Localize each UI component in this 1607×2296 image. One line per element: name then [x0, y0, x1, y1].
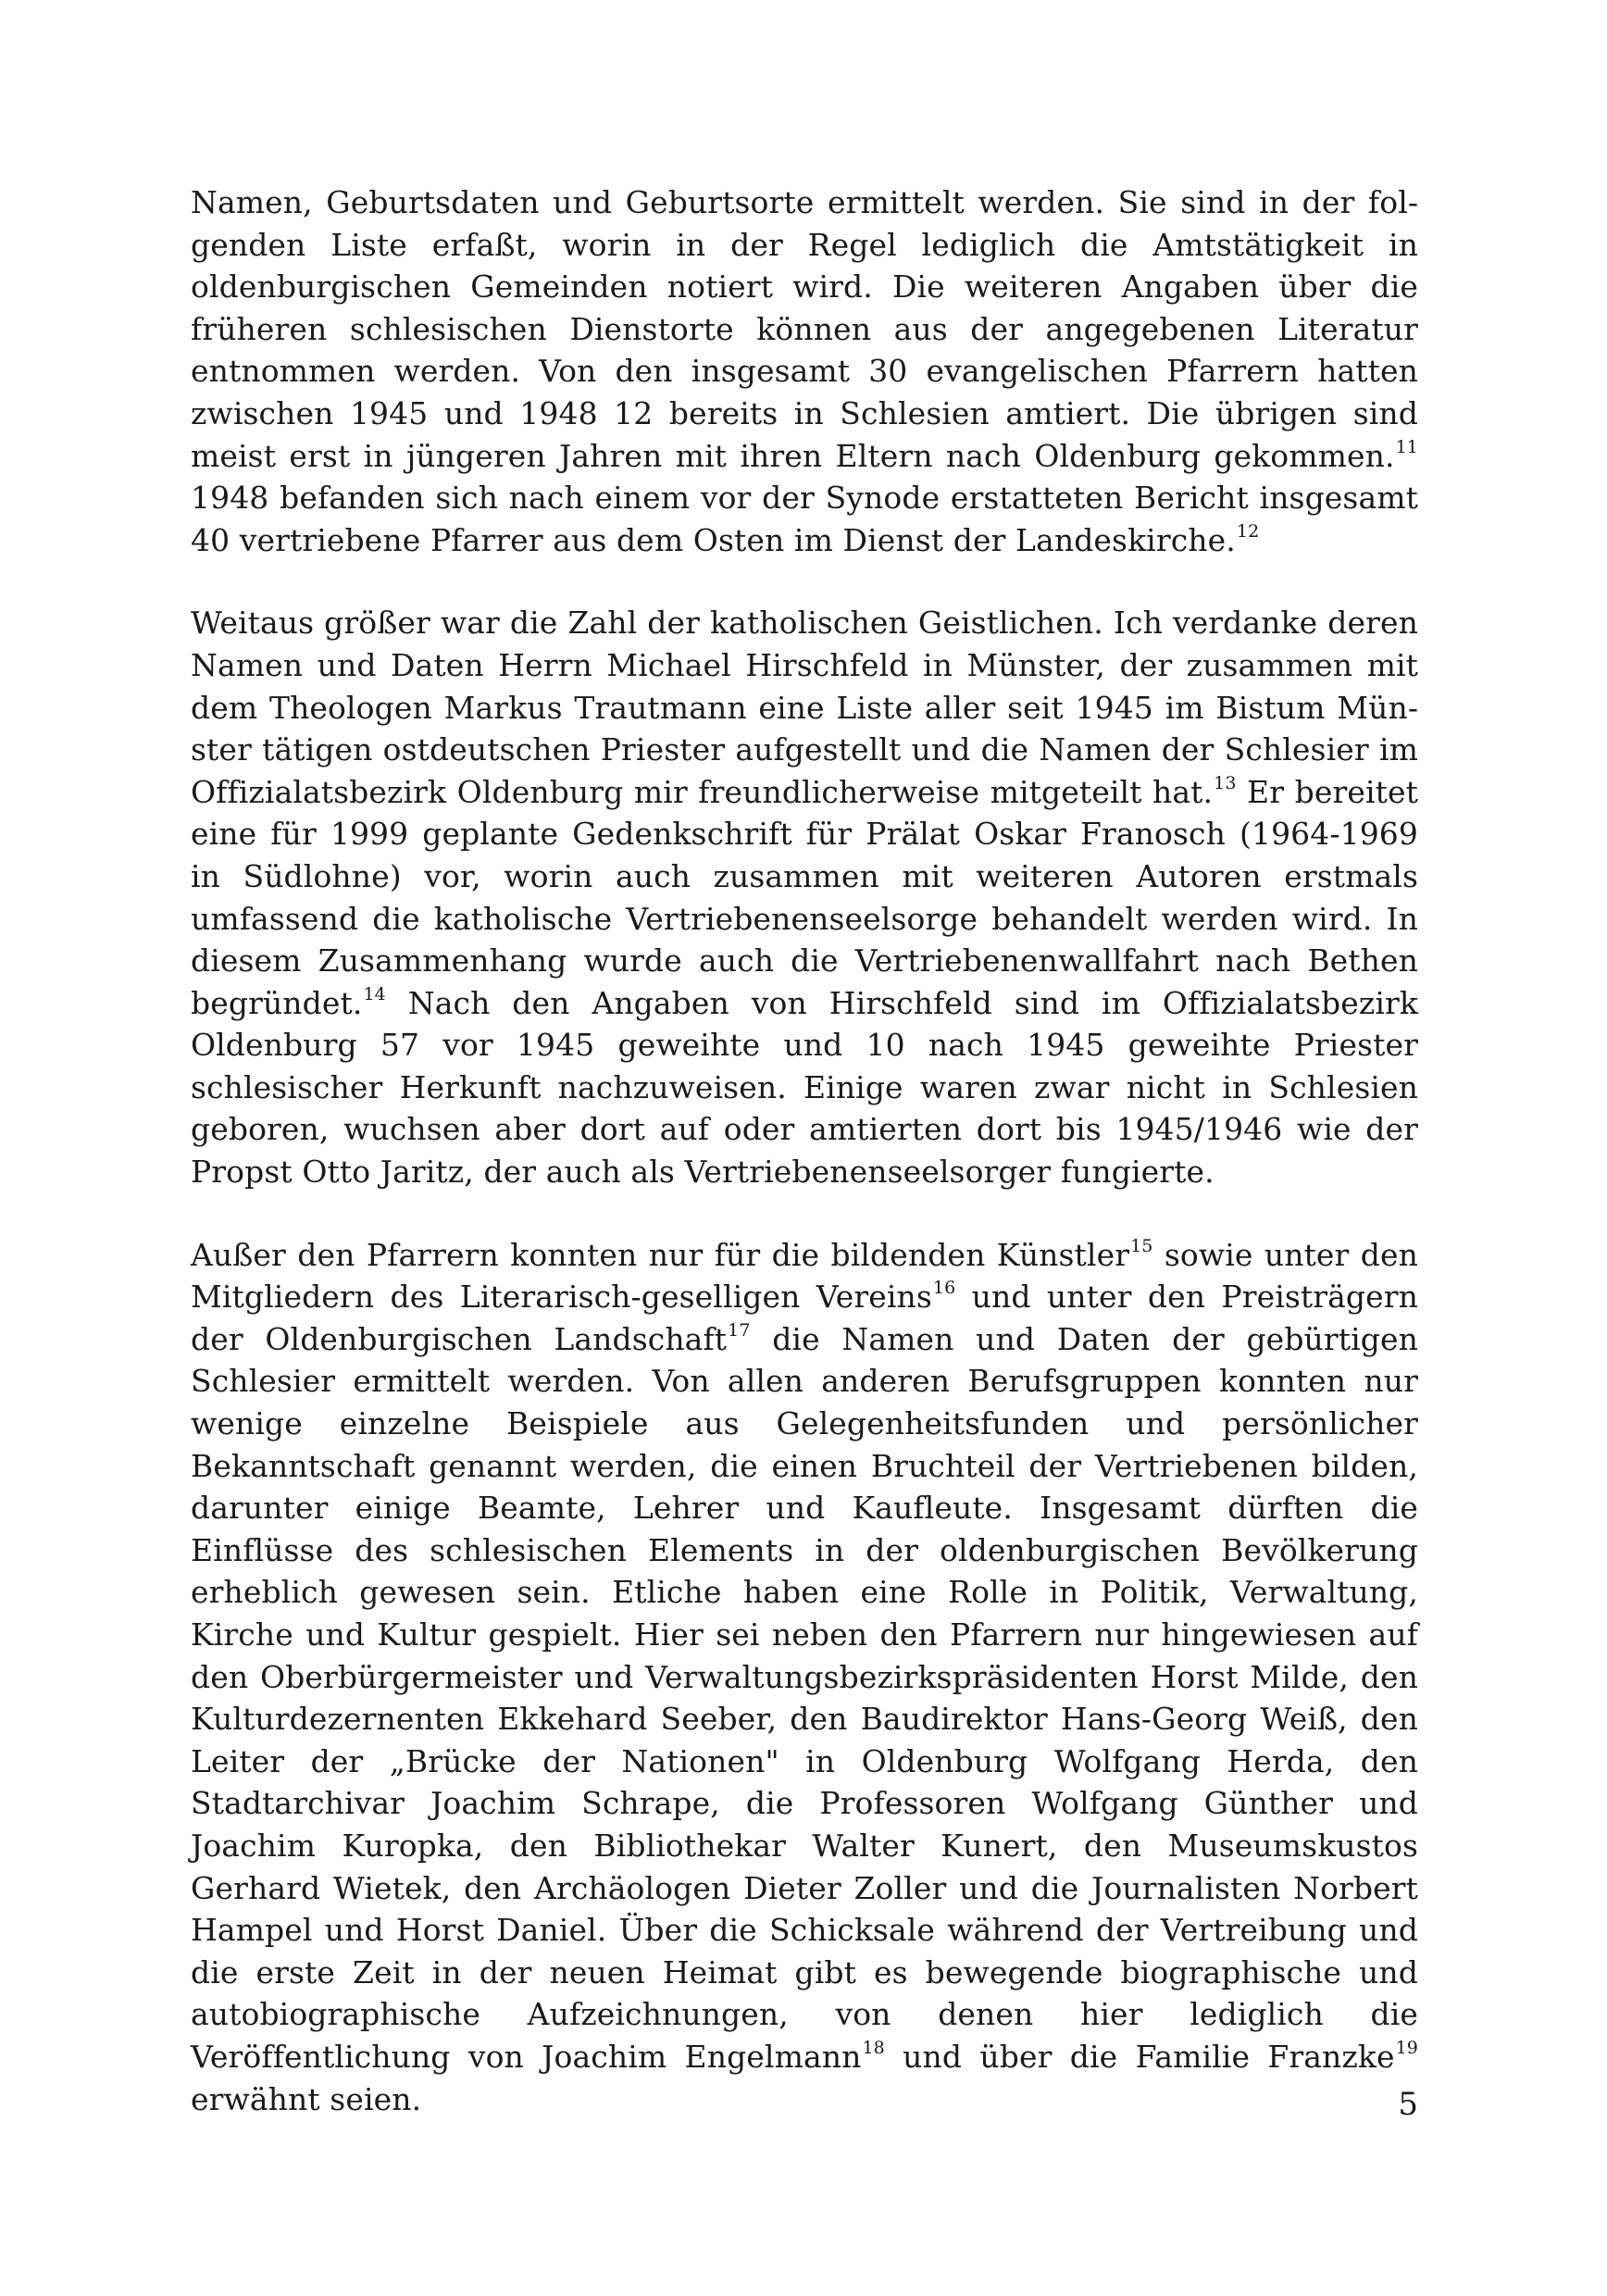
paragraph-text: Nach den Angaben von Hirschfeld sind im Offizialatsbezirk Oldenburg 57 vor 1945 geweihte und 10 nach 1945 geweihte Priester schlesischer Herkunft nachzuweisen. Einige waren zwar nicht in Schlesien geboren, wuchsen aber dort auf oder amtierten dort bis 1945/1946 wie der Propst Otto Jaritz, der auch als Vertriebenenseelsorger fungierte.: [191, 984, 1418, 1191]
footnote-ref-13: 13: [1214, 772, 1237, 793]
paragraph-3: [191, 1234, 1418, 2120]
paragraph-text: Er bereitet eine für 1999 geplante Gedenkschrift für Prälat Oskar Franosch (1964-1969 in Südlohne) vor, worin auch zusammen mit weiteren Autoren erstmals umfassend die katholische Vertriebenenseelsorge behandelt werden wird. In diesem Zusammenhang wurde auch die Vertriebenenwallfahrt nach Bethen begründet.: [191, 773, 1418, 1021]
footnote-ref-12: 12: [1236, 520, 1260, 542]
body-text: [191, 181, 1418, 2120]
footnote-ref-19: 19: [1395, 2037, 1418, 2058]
paragraph-text: und unter den Preisträgern der Oldenburgischen Landschaft: [191, 1279, 1418, 1357]
paragraph-text: sowie unter den Mitgliedern des Literarisch-geselligen Vereins: [191, 1236, 1419, 1316]
page-number: 5: [1398, 2086, 1418, 2123]
paragraph-1: [191, 181, 1418, 561]
paragraph-2: [191, 602, 1418, 1192]
paragraph-text: und über die Familie Franzke: [884, 2038, 1395, 2075]
footnote-ref-15: 15: [1130, 1235, 1153, 1256]
footnote-ref-14: 14: [363, 983, 386, 1004]
footnote-ref-16: 16: [932, 1278, 956, 1299]
paragraph-text: Namen, Geburtsdaten und Geburtsorte ermittelt werden. Sie sind in der folgenden Liste erfaßt, worin in der Regel lediglich die Amtstätigkeit in oldenburgischen Gemeinden notiert wird. Die weiteren Angaben über die früheren schlesischen Dienstorte können aus der angegebenen Literatur entnommen werden. Von den insgesamt 30 evangelischen Pfarrern hatten zwischen 1945 und 1948 12 bereits in Schlesien amtiert. Die übrigen sind meist erst in jüngeren Jahren mit ihren Eltern nach Oldenburg gekommen.: [191, 184, 1418, 474]
paragraph-text: erwähnt seien.: [191, 2080, 422, 2117]
footnote-ref-11: 11: [1395, 436, 1418, 457]
footnote-ref-18: 18: [862, 2037, 885, 2058]
paragraph-text: Weitaus größer war die Zahl der katholischen Geistlichen. Ich verdanke deren Namen und Daten Herrn Michael Hirschfeld in Münster, der zusammen mit dem Theologen Markus Trautmann eine Liste aller seit 1945 im Bistum Münster tätigen ostdeutschen Priester aufgestellt und die Namen der Schlesier im Offizialatsbezirk Oldenburg mir freundlicherweise mitgeteilt hat.: [191, 605, 1418, 810]
paragraph-text: 1948 befanden sich nach einem vor der Synode erstatteten Bericht insgesamt 40 vertriebene Pfarrer aus dem Osten im Dienst der Landeskirche.: [191, 480, 1418, 558]
paragraph-text: Außer den Pfarrern konnten nur für die bildenden Künstler: [191, 1236, 1130, 1273]
footnote-ref-17: 17: [728, 1319, 751, 1341]
paragraph-text: die Namen und Daten der gebürtigen Schlesier ermittelt werden. Von allen anderen Berufsgruppen konnten nur wenige einzelne Beispiele aus Gelegenheitsfunden und persönlicher Bekanntschaft genannt werden, die einen Bruchteil der Vertriebenen bilden, darunter einige Beamte, Lehrer und Kaufleute. Insgesamt dürften die Einflüsse des schlesischen Elements in der oldenburgischen Bevölkerung erheblich gewesen sein. Etliche haben eine Rolle in Politik, Verwaltung, Kirche und Kultur gespielt. Hier sei neben den Pfarrern nur hingewiesen auf den Oberbürgermeister und Verwaltungsbezirkspräsidenten Horst Milde, den Kulturdezernenten Ekkehard Seeber, den Baudirektor Hans-Georg Weiß, den Leiter der „Brücke der Nationen" in Oldenburg Wolfgang Herda, den Stadtarchivar Joachim Schrape, die Professoren Wolfgang Günther und Joachim Kuropka, den Bibliothekar Walter Kunert, den Museumskustos Gerhard Wietek, den Archäologen Dieter Zoller und die Journalisten Norbert Hampel und Horst Daniel. Über die Schicksale während der Vertreibung und die erste Zeit in der neuen Heimat gibt es bewegende biographische und autobiographische Aufzeichnungen, von denen hier lediglich die Veröffentlichung von Joachim Engelmann: [191, 1320, 1418, 2075]
